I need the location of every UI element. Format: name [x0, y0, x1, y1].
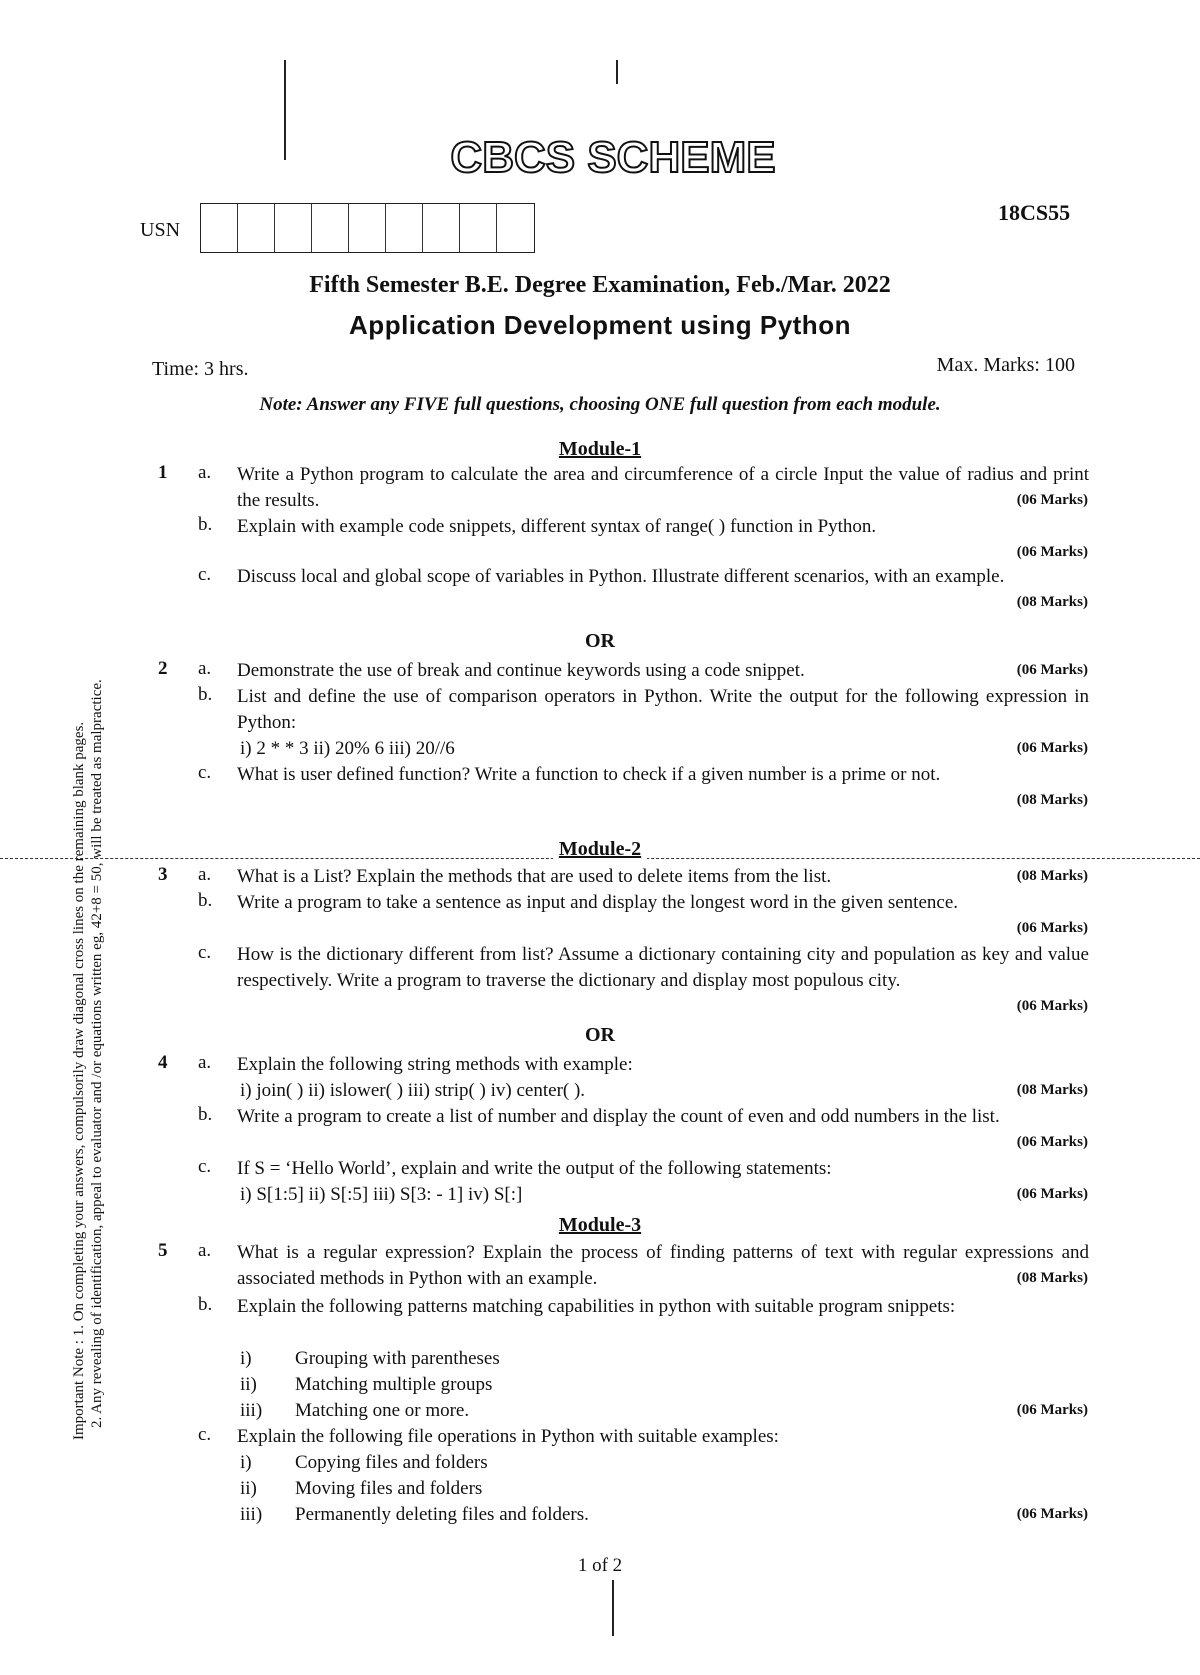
marks: (08 Marks)	[1016, 792, 1088, 808]
time-allowed: Time: 3 hrs.	[152, 358, 249, 380]
usn-box	[275, 204, 312, 252]
q1b-text: Explain with example code snippets, different syntax of range( ) function in Python.	[237, 516, 877, 537]
marks: (06 Marks)	[1016, 1134, 1088, 1150]
part-label: a.	[198, 864, 212, 885]
scheme-text: CBCS SCHEME	[450, 133, 776, 182]
q4a-text: Explain the following string methods with example:	[237, 1054, 633, 1075]
side-note-line2: 2. Any revealing of identification, appeal to evaluator and /or equations written eg, 42+8 = 50, will be treated as malpractice.	[89, 679, 105, 1428]
q4a-items: i) join( ) ii) islower( ) iii) strip( ) iv) center( ).	[240, 1080, 586, 1101]
q3a-text: What is a List? Explain the methods that are used to delete items from the list.	[237, 866, 832, 887]
q5b-i: Grouping with parentheses	[295, 1348, 500, 1369]
q2b-text: List and define the use of comparison operators in Python. Write the output for the following expression in Python:	[237, 686, 1089, 733]
usn-box	[460, 204, 497, 252]
side-note	[70, 440, 106, 1440]
part-label: a.	[198, 1052, 212, 1073]
usn-box	[423, 204, 460, 252]
marks: (06 Marks)	[1016, 492, 1088, 508]
side-note-line1: Important Note : 1. On completing your answers, compulsorily draw diagonal cross lines on the remaining blank pages.	[71, 721, 87, 1440]
scan-mark	[284, 60, 286, 160]
q2a-text: Demonstrate the use of break and continue keywords using a code snippet.	[237, 660, 805, 681]
module-2-heading: Module-2	[0, 838, 1200, 861]
module-1-heading: Module-1	[558, 438, 642, 460]
marks: (08 Marks)	[1016, 1082, 1088, 1098]
q3c-text: How is the dictionary different from list? Assume a dictionary containing city and population as key and value respectively. Write a program to traverse the dictionary and display most populous city.	[237, 944, 1089, 991]
part-label: a.	[198, 658, 212, 679]
q5c-iii: Permanently deleting files and folders.	[295, 1504, 589, 1525]
page-number: 1 of 2	[577, 1555, 623, 1576]
sub-label: ii)	[240, 1478, 257, 1499]
sub-label: i)	[240, 1348, 252, 1369]
exam-title: Fifth Semester B.E. Degree Examination, Feb./Mar. 2022	[309, 272, 891, 298]
or-divider: OR	[585, 630, 615, 652]
sub-label: ii)	[240, 1374, 257, 1395]
subject-code: 18CS55	[998, 200, 1071, 225]
part-label: c.	[198, 942, 212, 963]
q4b-text: Write a program to create a list of number and display the count of even and odd numbers in the list.	[237, 1106, 1000, 1127]
part-label: b.	[198, 684, 213, 705]
marks: (08 Marks)	[1016, 594, 1088, 610]
q5a-text: What is a regular expression? Explain the process of finding patterns of text with regular expressions and associated methods in Python with an example.	[237, 1242, 1089, 1289]
usn-box	[349, 204, 386, 252]
q5c-text: Explain the following file operations in Python with suitable examples:	[237, 1426, 779, 1447]
part-label: c.	[198, 1156, 212, 1177]
usn-box	[497, 204, 534, 252]
question-number: 2	[158, 658, 168, 679]
marks: (06 Marks)	[1016, 920, 1088, 936]
max-marks: Max. Marks: 100	[936, 354, 1075, 376]
q5b-text: Explain the following patterns matching capabilities in python with suitable program snippets:	[237, 1296, 956, 1317]
q2c-text: What is user defined function? Write a function to check if a given number is a prime or not.	[237, 764, 941, 785]
marks: (06 Marks)	[1016, 1186, 1088, 1202]
part-label: c.	[198, 564, 212, 585]
q1c-text: Discuss local and global scope of variables in Python. Illustrate different scenarios, with an example.	[237, 566, 1005, 587]
marks: (08 Marks)	[1016, 1270, 1088, 1286]
part-label: b.	[198, 1104, 213, 1125]
or-divider: OR	[585, 1024, 615, 1046]
scan-mark	[612, 1580, 614, 1636]
part-label: b.	[198, 1294, 213, 1315]
usn-box	[386, 204, 423, 252]
part-label: c.	[198, 762, 212, 783]
usn-box	[201, 204, 238, 252]
marks: (06 Marks)	[1016, 740, 1088, 756]
question-number: 3	[158, 864, 168, 885]
marks: (08 Marks)	[1016, 868, 1088, 884]
q3b-text: Write a program to take a sentence as input and display the longest word in the given sentence.	[237, 892, 959, 913]
question-number: 1	[158, 462, 168, 483]
q4c-text: If S = ‘Hello World’, explain and write the output of the following statements:	[237, 1158, 832, 1179]
sub-label: i)	[240, 1452, 252, 1473]
scan-mark	[616, 60, 618, 84]
subject-title: Application Development using Python	[349, 310, 851, 340]
part-label: b.	[198, 514, 213, 535]
usn-boxes	[200, 203, 535, 253]
q1a-text: Write a Python program to calculate the area and circumference of a circle Input the value of radius and print the results.	[237, 464, 1089, 511]
scheme-banner	[450, 128, 776, 182]
part-label: b.	[198, 890, 213, 911]
usn-box	[312, 204, 349, 252]
sub-label: iii)	[240, 1504, 263, 1525]
module-3-heading: Module-3	[558, 1214, 642, 1236]
question-number: 4	[158, 1052, 168, 1073]
part-label: c.	[198, 1424, 212, 1445]
q5c-i: Copying files and folders	[295, 1452, 488, 1473]
part-label: a.	[198, 1240, 212, 1261]
q2b-items: i) 2 * * 3 ii) 20% 6 iii) 20//6	[240, 738, 455, 759]
q5b-iii: Matching one or more.	[295, 1400, 470, 1421]
q5c-ii: Moving files and folders	[295, 1478, 483, 1499]
marks: (06 Marks)	[1016, 1506, 1088, 1522]
marks: (06 Marks)	[1016, 544, 1088, 560]
usn-label: USN	[140, 219, 181, 241]
part-label: a.	[198, 462, 212, 483]
usn-box	[238, 204, 275, 252]
q5b-ii: Matching multiple groups	[295, 1374, 493, 1395]
instructions-note: Note: Answer any FIVE full questions, choosing ONE full question from each module.	[259, 394, 941, 415]
q4c-items: i) S[1:5] ii) S[:5] iii) S[3: - 1] iv) S[:]	[240, 1184, 523, 1205]
question-number: 5	[158, 1240, 168, 1261]
sub-label: iii)	[240, 1400, 263, 1421]
marks: (06 Marks)	[1016, 998, 1088, 1014]
marks: (06 Marks)	[1016, 1402, 1088, 1418]
marks: (06 Marks)	[1016, 662, 1088, 678]
